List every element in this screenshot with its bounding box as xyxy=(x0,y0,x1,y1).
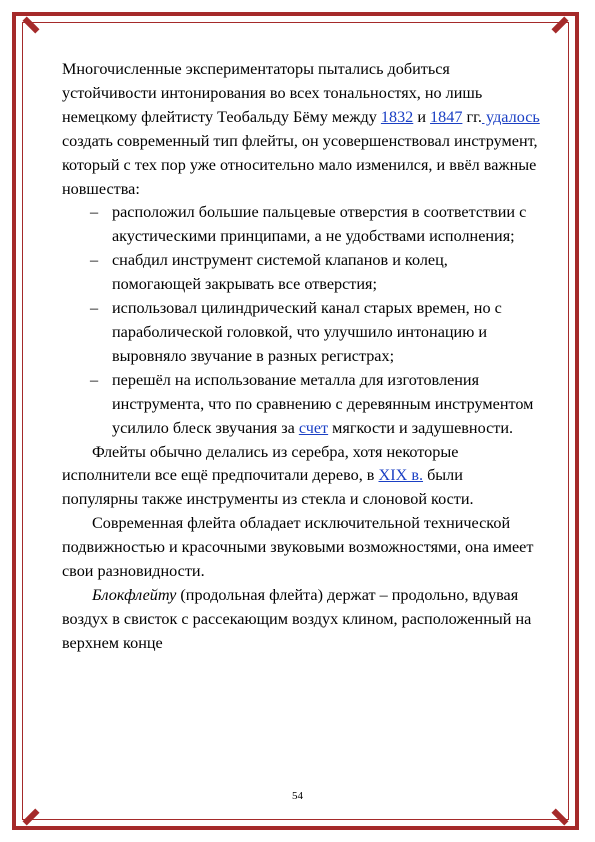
list-item: – расположил большие пальцевые отверстия в соответствии с акустическими принципами, а не удобствами исполнения; xyxy=(112,201,540,249)
text-span: (продольная флейта) держат – продольно, вдувая воздух в свисток с рассекающим воздух клином, расположенный на верхнем конце xyxy=(62,585,532,652)
link-xix-century[interactable]: XIX в. xyxy=(378,466,424,485)
text-span: перешёл на использование металла для изготовления инструмента, что по сравнению с деревянным инструментом усилило блеск звучания за xyxy=(112,370,534,437)
link-udalos[interactable]: удалось xyxy=(481,107,540,126)
text-span: были популярны также инструменты из стекла и слоновой кости. xyxy=(62,466,474,509)
list-item: – использовал цилиндрический канал старых времен, но с параболической головкой, что улучшило интонацию и выровняло звучание в разных регистрах; xyxy=(112,297,540,369)
italic-term: Блокфлейту xyxy=(92,585,177,604)
paragraph-modern-flute: Современная флейта обладает исключительной технической подвижностью и красочными звуковыми возможностями, она имеет свои разновидности. xyxy=(62,514,534,581)
page-number: 54 xyxy=(292,790,303,802)
list-item: – снабдил инструмент системой клапанов и колец, помогающей закрывать все отверстия; xyxy=(112,249,540,297)
text-span: создать современный тип флейты, он усовершенствовал инструмент, который с тех пор уже относительно мало изменился, и ввёл важные новшества: xyxy=(62,131,538,198)
text-span: мягкости и задушевности. xyxy=(328,418,514,437)
document-body xyxy=(62,58,540,656)
list-item xyxy=(112,369,540,441)
paragraph-materials xyxy=(62,441,540,513)
link-schet[interactable]: счет xyxy=(298,418,329,437)
link-1832[interactable]: 1832 xyxy=(380,107,414,126)
text-span: Многочисленные экспериментаторы пытались добиться устойчивости интонирования во всех тональностях, но лишь немецкому флейтисту Теобальду Бёму между xyxy=(62,60,483,126)
paragraph-recorder xyxy=(62,584,540,656)
paragraph-intro xyxy=(62,58,540,201)
text-span: гг. xyxy=(462,107,482,126)
text-span: и xyxy=(413,107,431,126)
text-span: Флейты обычно делались из серебра, хотя некоторые исполнители все ещё предпочитали дерево, в xyxy=(62,442,459,485)
link-1847[interactable]: 1847 xyxy=(430,107,463,126)
innovations-list xyxy=(62,201,540,440)
